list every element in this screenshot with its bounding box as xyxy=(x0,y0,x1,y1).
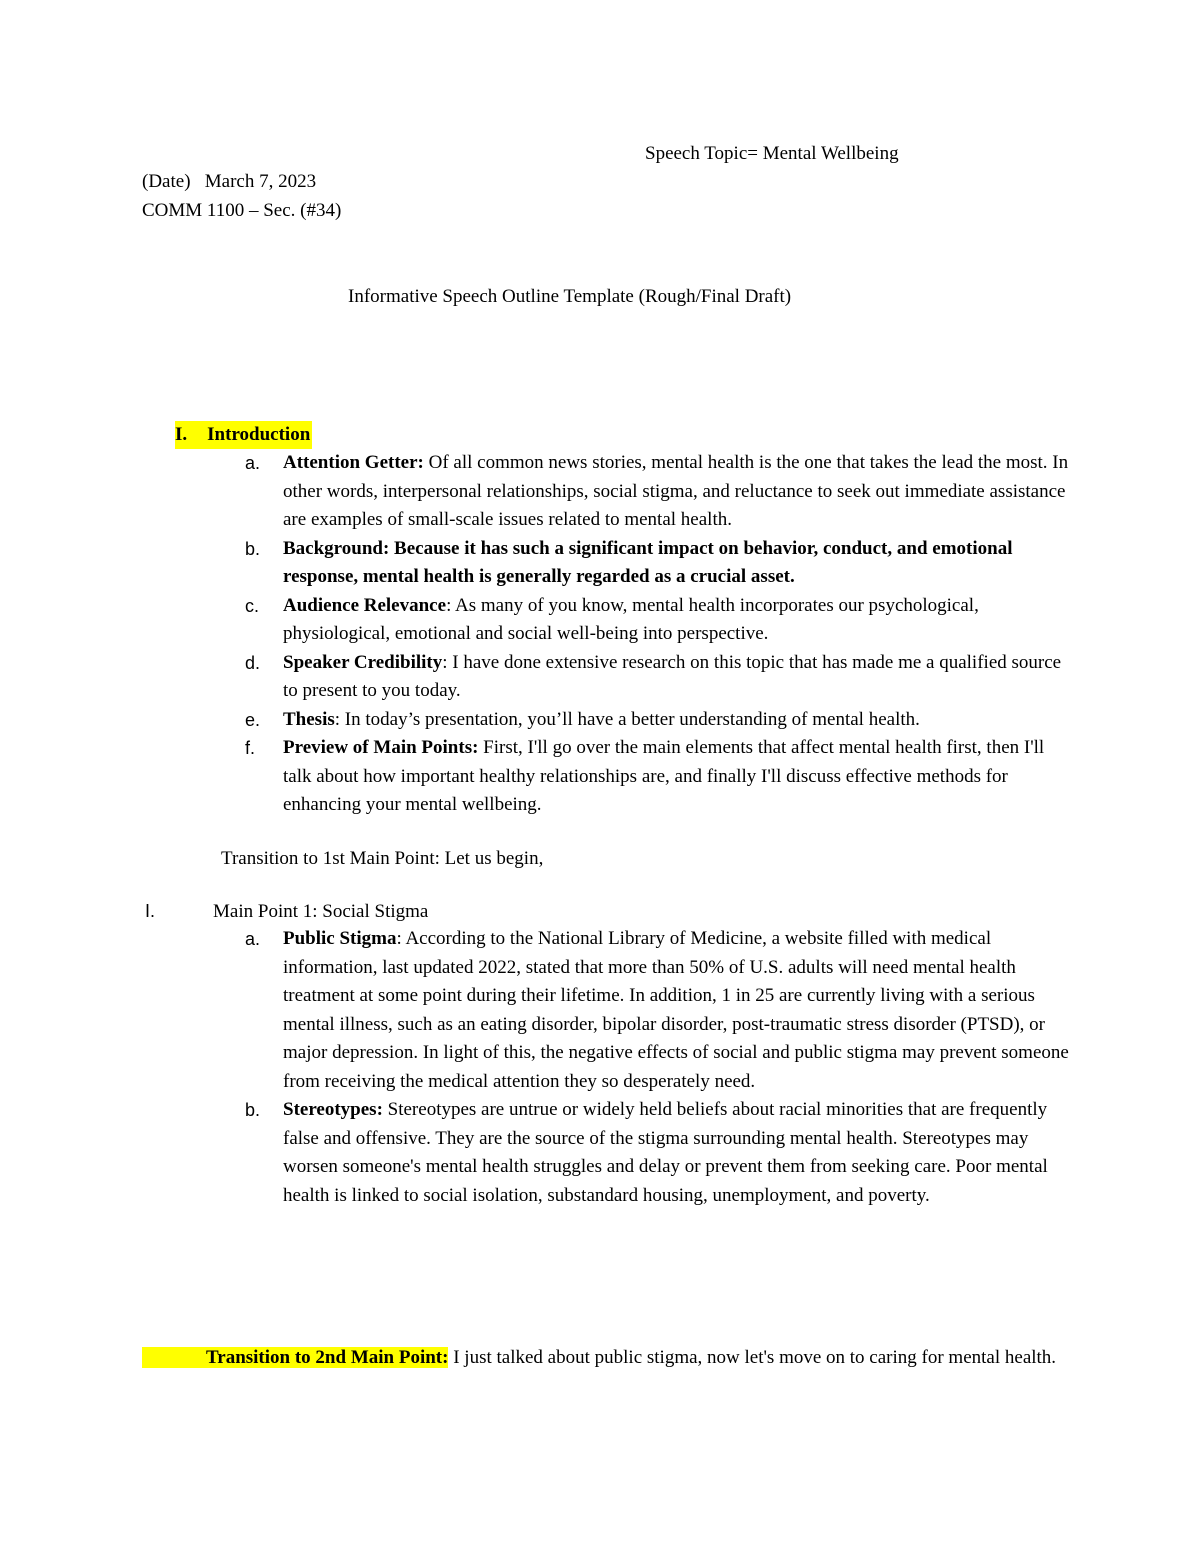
list-marker: f. xyxy=(245,738,256,758)
item-text: Stereotypes are untrue or widely held beliefs about racial minorities that are frequently false and offensive. They are the source of the stigma surrounding mental health. Stereotypes may worsen someone's mental health struggles and delay or prevent them from seeking care. Poor mental health is linked to social isolation, substandard housing, unemployment, and poverty. xyxy=(283,1099,1048,1206)
course-line: COMM 1100 – Sec. (#34) xyxy=(142,200,342,221)
list-item-public-stigma xyxy=(245,925,1075,1096)
document-title: Informative Speech Outline Template (Rough/Final Draft) xyxy=(348,286,792,307)
list-marker: a. xyxy=(245,453,261,473)
main-point-1-list xyxy=(245,925,1075,1210)
item-label: Audience Relevance xyxy=(283,594,447,616)
item-label: Attention Getter: xyxy=(283,452,424,473)
introduction-numeral: I. xyxy=(175,424,188,445)
item-label: Speaker Credibility xyxy=(283,651,443,673)
item-text: Of all common news stories, mental health is the one that takes the lead the most. In other words, interpersonal relationships, social stigma, and reluctance to seek out immediate assistance are examples of small-scale issues related to mental health. xyxy=(283,452,1069,530)
item-text: : I have done extensive research on this topic that has made me a qualified source to present to you today. xyxy=(283,651,1062,701)
list-item-audience-relevance xyxy=(245,592,1075,649)
list-item-stereotypes xyxy=(245,1096,1075,1210)
date-line: (Date) March 7, 2023 xyxy=(142,171,317,192)
list-marker: a. xyxy=(245,929,261,949)
item-label: Stereotypes: xyxy=(283,1099,383,1120)
speech-topic: Speech Topic= Mental Wellbeing xyxy=(645,143,899,164)
item-label: Public Stigma xyxy=(283,928,397,949)
transition-1: Transition to 1st Main Point: Let us begin, xyxy=(221,848,544,869)
item-label: Preview of Main Points: xyxy=(283,737,479,758)
main-point-1-title: Main Point 1: Social Stigma xyxy=(213,901,429,922)
item-text: : According to the National Library of Medicine, a website filled with medical information, last updated 2022, stated that more than 50% of U.S. adults will need mental health treatment at some point during their lifetime. In addition, 1 in 25 are currently living with a serious mental illness, such as an eating disorder, bipolar disorder, post-traumatic stress disorder (PTSD), or major depression. In light of this, the negative effects of social and public stigma may prevent someone from receiving the medical attention they so desperately need. xyxy=(283,928,1069,1092)
transition-2 xyxy=(142,1343,1062,1372)
main-point-1-heading xyxy=(145,897,428,926)
introduction-list xyxy=(245,449,1075,820)
list-item-attention-getter xyxy=(245,449,1075,535)
transition-2-text: I just talked about public stigma, now let's move on to caring for mental health. xyxy=(448,1347,1057,1368)
list-item-speaker-credibility xyxy=(245,649,1075,706)
list-item-thesis xyxy=(245,706,1075,735)
item-text: : In today’s presentation, you’ll have a better understanding of mental health. xyxy=(334,708,920,730)
list-marker: e. xyxy=(245,709,261,730)
item-text: First, I'll go over the main elements that affect mental health first, then I'll talk about how important healthy relationships are, and finally I'll discuss effective methods for enhancing your mental wellbeing. xyxy=(283,737,1045,815)
item-label: Thesis xyxy=(283,708,335,730)
list-item-preview xyxy=(245,734,1075,820)
item-label: Background: Because it has such a significant impact on behavior, conduct, and emotional response, mental health is generally regarded as a crucial asset. xyxy=(283,537,1013,587)
list-marker: c. xyxy=(245,595,260,616)
introduction-heading xyxy=(175,421,312,449)
list-marker: b. xyxy=(245,538,261,559)
item-text: : As many of you know, mental health incorporates our psychological, physiological, emotional and social well-being into perspective. xyxy=(283,594,979,644)
transition-2-label: Transition to 2nd Main Point: xyxy=(142,1347,448,1368)
introduction-title: Introduction xyxy=(207,424,311,445)
list-marker: b. xyxy=(245,1100,261,1120)
main-point-1-numeral: I. xyxy=(145,901,156,921)
list-item-background xyxy=(245,535,1075,592)
list-marker: d. xyxy=(245,652,261,673)
